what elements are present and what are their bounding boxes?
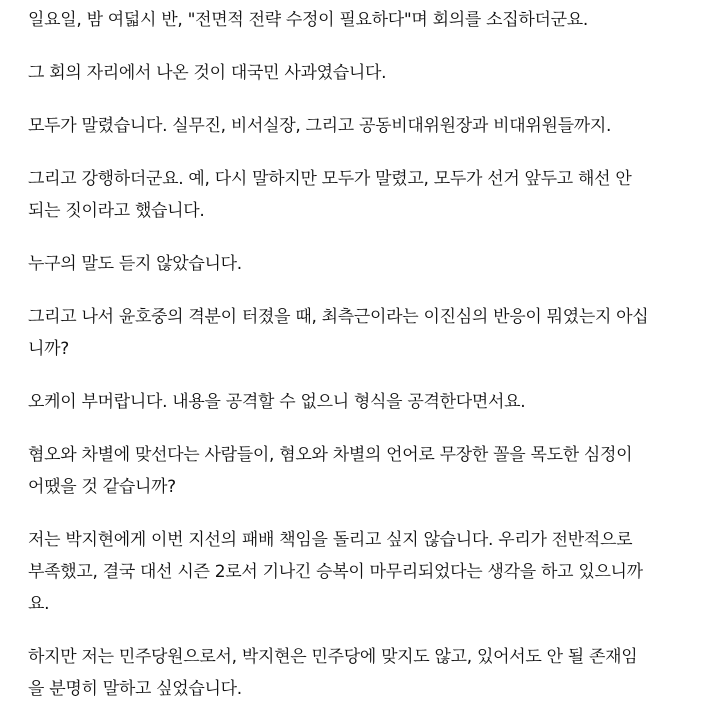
- paragraph-line: 어땠을 것 같습니까?: [28, 477, 176, 497]
- paragraph-1: [28, 4, 685, 36]
- paragraph-line: 부족했고, 결국 대선 시즌 2로서 기나긴 승복이 마무리되었다는 생각을 하고 있으니까: [28, 562, 643, 582]
- paragraph-6: [28, 301, 685, 365]
- paragraph-4: [28, 163, 685, 227]
- paragraph-line: 되는 짓이라고 했습니다.: [28, 201, 205, 221]
- paragraph-3: [28, 110, 685, 142]
- paragraph-line: 오케이 부머랍니다. 내용을 공격할 수 없으니 형식을 공격한다면서요.: [28, 392, 526, 412]
- paragraph-line: 요.: [28, 594, 50, 614]
- paragraph-line: 그리고 나서 윤호중의 격분이 터졌을 때, 최측근이라는 이진심의 반응이 뭐였는지 아십: [28, 307, 649, 327]
- paragraph-line: 혐오와 차별에 맞선다는 사람들이, 혐오와 차별의 언어로 무장한 꼴을 목도한 심정이: [28, 445, 633, 465]
- paragraph-2: [28, 57, 685, 89]
- paragraph-5: [28, 248, 685, 280]
- paragraph-9: [28, 524, 685, 620]
- paragraph-line: 저는 박지현에게 이번 지선의 패배 책임을 돌리고 싶지 않습니다. 우리가 전반적으로: [28, 530, 633, 550]
- paragraph-line: 누구의 말도 듣지 않았습니다.: [28, 254, 242, 274]
- paragraph-line: 그리고 강행하더군요. 예, 다시 말하지만 모두가 말렸고, 모두가 선거 앞두고 해선 안: [28, 169, 632, 189]
- paragraph-line: 을 분명히 말하고 싶었습니다.: [28, 679, 242, 699]
- paragraph-8: [28, 439, 685, 503]
- paragraph-line: 하지만 저는 민주당원으로서, 박지현은 민주당에 맞지도 않고, 있어서도 안 될 존재임: [28, 647, 638, 667]
- paragraph-line: 모두가 말렸습니다. 실무진, 비서실장, 그리고 공동비대위원장과 비대위원들까지.: [28, 116, 612, 136]
- paragraph-10: [28, 641, 685, 705]
- paragraph-line: 그 회의 자리에서 나온 것이 대국민 사과였습니다.: [28, 63, 387, 83]
- paragraph-line: 니까?: [28, 339, 69, 359]
- paragraph-7: [28, 386, 685, 418]
- paragraph-line: 일요일, 밤 여덟시 반, "전면적 전략 수정이 필요하다"며 회의를 소집하더군요.: [28, 10, 588, 30]
